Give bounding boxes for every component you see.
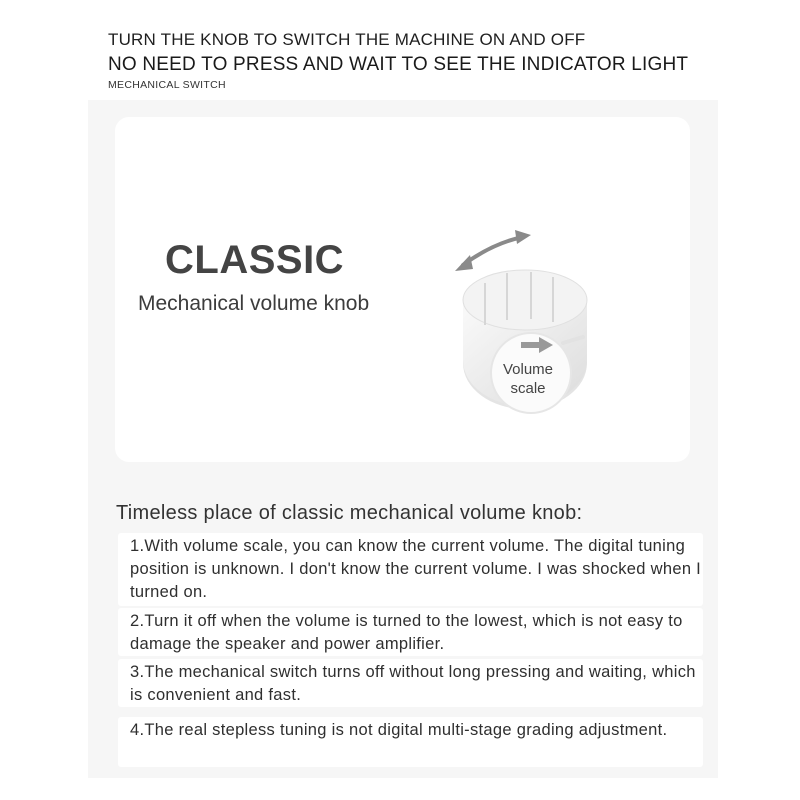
- arrow-head-right: [515, 230, 531, 244]
- header-line-2: NO NEED TO PRESS AND WAIT TO SEE THE INDICATOR LIGHT: [108, 54, 689, 75]
- list-title: Timeless place of classic mechanical volume knob:: [116, 502, 583, 524]
- double-arrow-icon: [463, 237, 523, 265]
- card-title: CLASSIC: [165, 238, 345, 282]
- list-item: 3.The mechanical switch turns off without long pressing and waiting, which is convenient and fast.: [118, 659, 703, 707]
- list-item: 4.The real stepless tuning is not digital multi-stage grading adjustment.: [118, 717, 703, 767]
- header-line-1: TURN THE KNOB TO SWITCH THE MACHINE ON AND OFF: [108, 30, 586, 49]
- card-subtitle: Mechanical volume knob: [138, 292, 370, 315]
- header: [108, 30, 688, 91]
- list-item: 1.With volume scale, you can know the current volume. The digital tuning position is unknown. I don't know the current volume. I was shocked when I turned on.: [118, 533, 703, 606]
- knob-label-volume: Volume: [502, 361, 554, 378]
- header-line-3: MECHANICAL SWITCH: [108, 79, 226, 91]
- knob-label-scale: scale: [510, 380, 546, 397]
- arrow-head-left: [455, 255, 473, 271]
- list-item: 2.Turn it off when the volume is turned to the lowest, which is not easy to damage the speaker and power amplifier.: [118, 608, 703, 656]
